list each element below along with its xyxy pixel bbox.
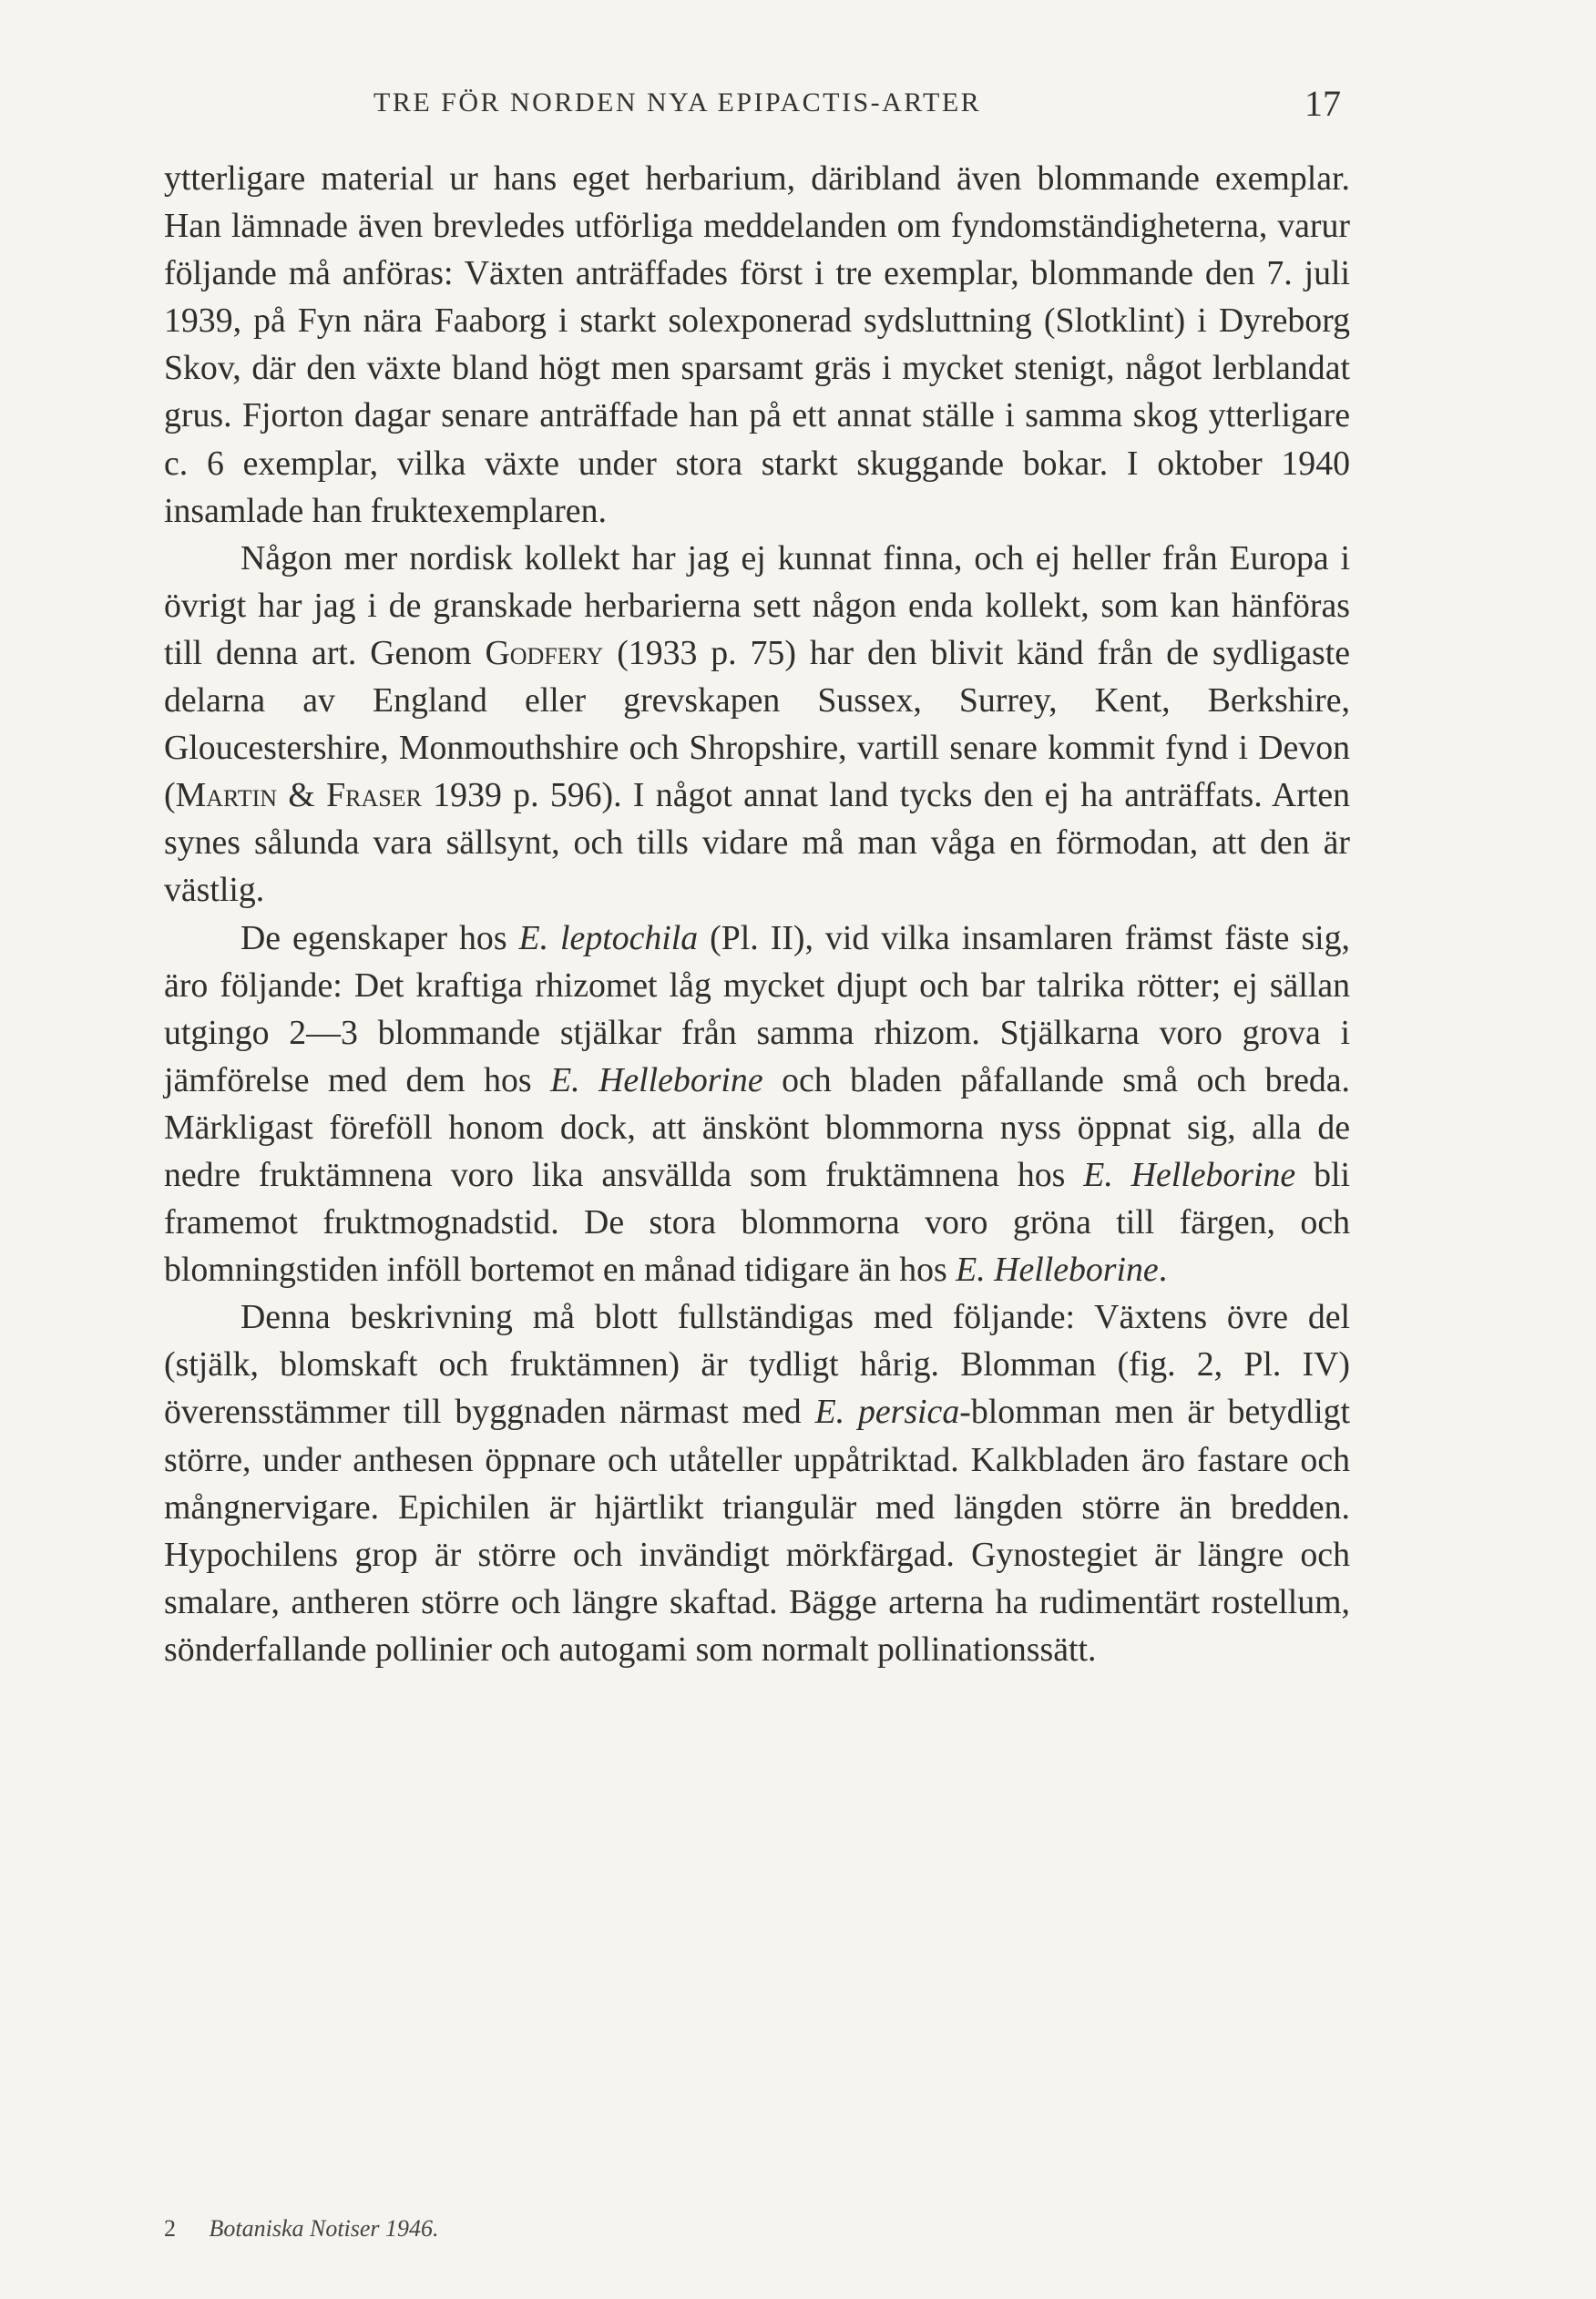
paragraph-1-text: ytterligare material ur hans eget herbarium, däribland även blommande exemplar. Han lämnade även brevledes utförliga meddelanden om fyndomständigheterna, varur följande må anföras: Växten anträffades först i tre exemplar, blommande den 7. juli 1939, på Fyn nära Faaborg i starkt solexponerad sydsluttning (Slotklint) i Dyreborg Skov, där den växte bland högt men sparsamt gräs i mycket stenigt, något lerblandat grus. Fjorton dagar senare anträffade han på ett annat ställe i samma skog ytterligare c. 6 exemplar, vilka växte under stora starkt skuggande bokar. I oktober 1940 insamlade han fruktexemplaren. [164, 159, 1350, 530]
paragraph-3 [164, 914, 1350, 1294]
ampersand: & [277, 776, 327, 815]
species-e-helleborine-3: E. Helleborine [956, 1251, 1159, 1290]
paragraph-3-text-d: bli framemot fruktmognadstid. De stora blommorna voro gröna till färgen, och blomningstiden inföll bortemot en månad tidigare än hos [164, 1155, 1350, 1290]
paragraph-3-text-c: och bladen påfallande små och breda. Märkligast föreföll honom dock, att änskönt blommorna nyss öppnat sig, alla de nedre fruktämnena voro lika ansvällda som fruktämnena hos [164, 1060, 1350, 1194]
page-footer [164, 2215, 439, 2243]
paragraph-2 [164, 535, 1350, 914]
paragraph-3-text-e: . [1158, 1251, 1168, 1290]
running-title: TRE FÖR NORDEN NYA EPIPACTIS-ARTER [373, 87, 982, 118]
author-godfery: Godfery [485, 633, 604, 672]
species-e-helleborine-2: E. Helleborine [1083, 1155, 1296, 1194]
page-number: 17 [1304, 83, 1341, 124]
species-e-persica: E. persica [814, 1393, 960, 1432]
article-body [164, 155, 1350, 1673]
paragraph-1 [164, 155, 1350, 535]
paragraph-2-text-c: 1939 p. 596). I något annat land tycks den ej ha anträffats. Arten synes sålunda vara sällsynt, och tills vidare må man våga en förmodan, att den är västlig. [164, 776, 1350, 910]
paragraph-4 [164, 1293, 1350, 1673]
journal-name: Botaniska Notiser 1946. [209, 2215, 439, 2242]
author-martin: Martin [175, 776, 278, 815]
signature-mark: 2 [164, 2215, 176, 2242]
species-e-helleborine-1: E. Helleborine [550, 1060, 763, 1099]
paragraph-4-text-b: -blomman men är betydligt större, under anthesen öppnare och utåteller uppåtriktad. Kalkbladen äro fastare och mångnervigare. Epichilen är hjärtlikt triangulär med längden större än bredden. Hypochilens grop är större och invändigt mörkfärgad. Gynostegiet är längre och smalare, antheren större och längre skaftad. Bägge arterna ha rudimentärt rostellum, sönderfallande pollinier och autogami som normalt pollinationssätt. [164, 1393, 1350, 1669]
paragraph-3-text-b: (Pl. II), vid vilka insamlaren främst fäste sig, äro följande: Det kraftiga rhizomet låg mycket djupt och bar talrika rötter; ej sällan utgingo 2—3 blommande stjälkar från samma rhizom. Stjälkarna voro grova i jämförelse med dem hos [164, 918, 1350, 1099]
paragraph-4-text-a: Denna beskrivning må blott fullständigas med följande: Växtens övre del (stjälk, blomskaft och fruktämnen) är tydligt hårig. Blomman (fig. 2, Pl. IV) överensstämmer till byggnaden närmast med [164, 1298, 1350, 1432]
paragraph-3-text-a: De egenskaper hos [240, 918, 519, 957]
paragraph-2-text-a: Någon mer nordisk kollekt har jag ej kunnat finna, och ej heller från Europa i övrigt har jag i de granskade herbarierna sett någon enda kollekt, som kan hänföras till denna art. Genom [164, 538, 1350, 672]
species-e-leptochila: E. leptochila [518, 918, 699, 957]
author-fraser: Fraser [326, 776, 422, 815]
paragraph-2-text-b: (1933 p. 75) har den blivit känd från de sydligaste delarna av England eller grevskapen Sussex, Surrey, Kent, Berkshire, Gloucestershire, Monmouthshire och Shropshire, vartill senare kommit fynd i Devon ( [164, 633, 1351, 815]
running-head [0, 83, 1596, 133]
